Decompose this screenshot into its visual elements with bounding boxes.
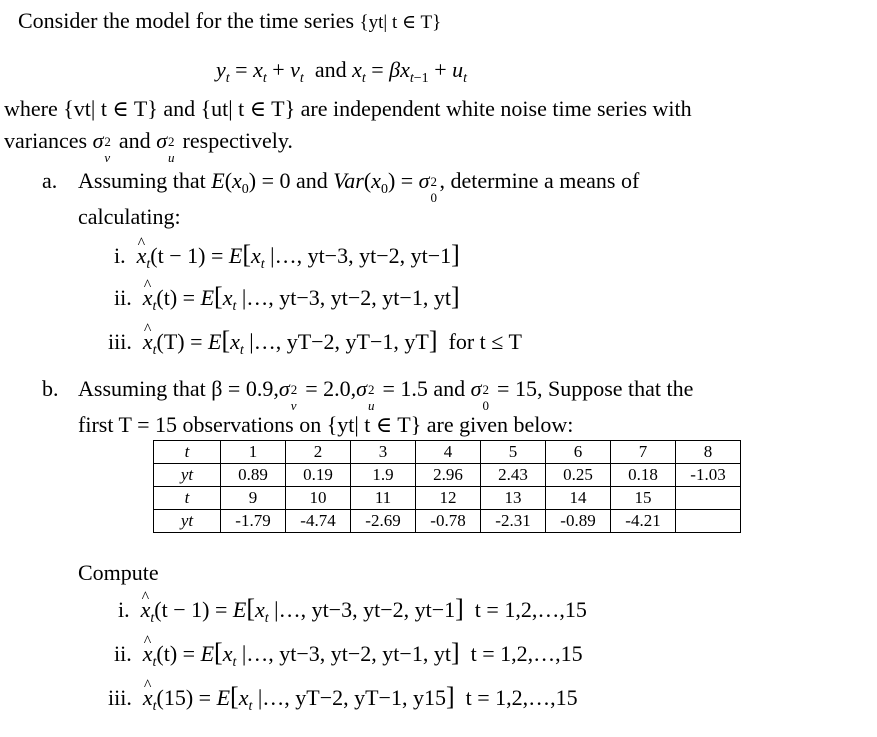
first-observations-line: first T = 15 observations on {yt| t ∈ T} are given below:: [78, 412, 574, 437]
part-b-marker: b.: [42, 376, 59, 401]
part-a-marker: a.: [42, 168, 58, 193]
part-b-item-i: i. ^ $x_t(t - 1) = E[x_t$ |…, yt−3, yt−2, yt−1] t = 1,2,…,15: [118, 596, 587, 623]
intro-line: [18, 8, 441, 36]
series-set: {yt| t ∈ T}: [359, 12, 442, 33]
part-a-item-iii: iii. ^ $x_t(T) = E[x_t$ |…, yT−2, yT−1, yT] for t ≤ T: [108, 328, 522, 355]
part-a-item-ii: ii. ^ $x_t(t) = E[x_t$ |…, yt−3, yt−2, yt−1, yt]: [114, 284, 460, 311]
part-b-item-iii: iii. ^ $x_t(15) = E[x_t$ |…, yT−2, yT−1, y15] t = 1,2,…,15: [108, 684, 578, 711]
intro-lead: Consider the model for the time series: [18, 8, 355, 33]
part-b-line: Assuming that β = 0.9,σ 2 v = 2.0,σ 2 u = 1.5 and σ 2 0 = 15, Suppose that the: [78, 376, 694, 413]
calculating-label: calculating:: [78, 204, 181, 229]
table-row: t 1 2 3 4 5 6 7 8: [154, 441, 741, 464]
compute-label: Compute: [78, 560, 159, 585]
table-row: yt -1.79 -4.74 -2.69 -0.78 -2.31 -0.89 -4.21: [154, 510, 741, 533]
part-a-item-i: i. ^ $x_t(t - 1) = E[x_t$ |…, yt−3, yt−2, yt−1]: [114, 242, 460, 269]
where-line: where {vt| t ∈ T} and {ut| t ∈ T} are independent white noise time series with: [4, 96, 692, 121]
model-equation: $y_t = x_t + v_t$ and $x_t = \beta x_{t-1} + u_t$: [216, 57, 467, 86]
table-row: yt 0.89 0.19 1.9 2.96 2.43 0.25 0.18 -1.03: [154, 464, 741, 487]
part-b-item-ii: ii. ^ $x_t(t) = E[x_t$ |…, yt−3, yt−2, yt−1, yt] t = 1,2,…,15: [114, 640, 583, 667]
variances-line: variances σ 2 v and σ 2 u respectively.: [4, 128, 293, 165]
table-row: t 9 10 11 12 13 14 15: [154, 487, 741, 510]
part-a-line: Assuming that $E(x_0) = 0$ and $Var(x_0) = \sigma$ 2 0 , determine a means of: [78, 168, 640, 205]
equation-and: and: [314, 57, 347, 82]
observations-table: [153, 440, 741, 533]
